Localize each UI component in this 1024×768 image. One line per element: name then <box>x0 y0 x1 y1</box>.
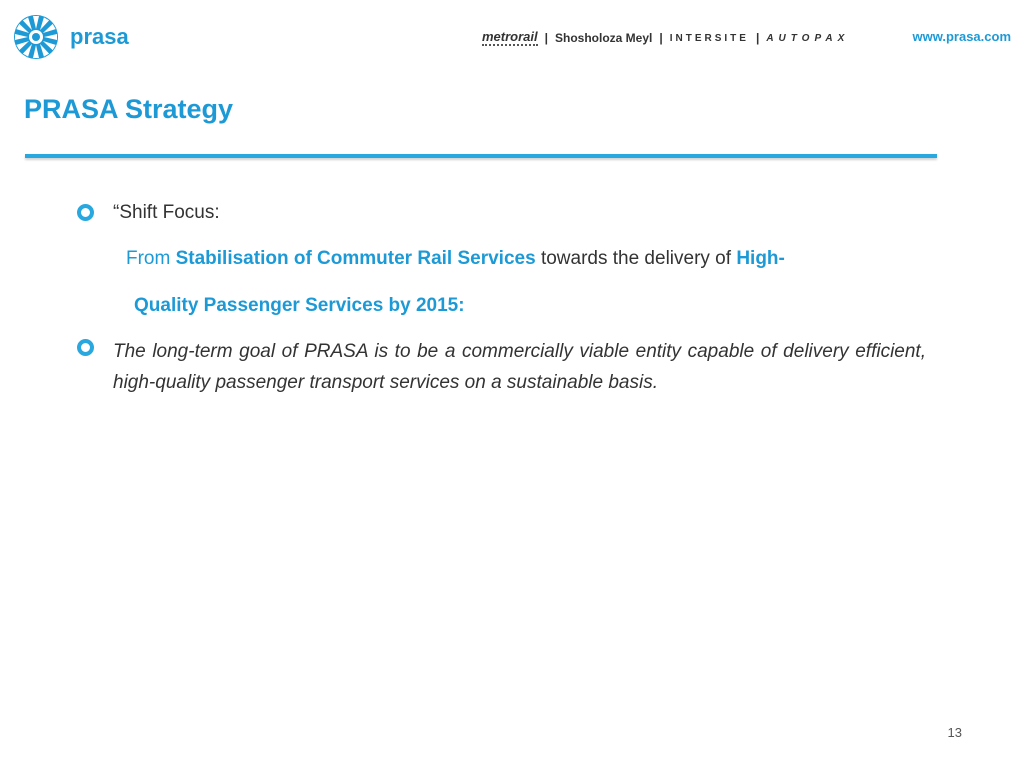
from-word: From <box>126 248 171 269</box>
brand-shosholoza-meyl: Shosholoza Meyl <box>555 31 653 45</box>
from-highlight: Stabilisation of Commuter Rail Services <box>175 248 536 269</box>
title-divider <box>25 154 937 158</box>
slide-title: PRASA Strategy <box>24 94 234 124</box>
prasa-sunburst-icon <box>12 13 60 61</box>
logo-wordmark: prasa <box>70 24 129 49</box>
bullet-long-term-goal: The long-term goal of PRASA is to be a commercially viable entity capable of delivery efficient, high-quality passenger transport services on a sustainable basis. <box>113 341 926 393</box>
prasa-logo <box>12 12 129 62</box>
bullet-ring-icon <box>77 204 94 221</box>
shift-focus-from-line <box>126 248 926 270</box>
brand-metrorail: metrorail <box>482 29 538 44</box>
brand-autopax: AUTOPAX <box>766 32 850 44</box>
brand-intersite: INTERSITE <box>669 32 749 44</box>
brand-separator: | <box>755 31 760 45</box>
page-number: 13 <box>947 725 962 740</box>
website-link[interactable]: www.prasa.com <box>912 29 1011 44</box>
brand-bar <box>482 28 849 48</box>
to-highlight-end: Quality Passenger Services by 2015: <box>134 295 465 316</box>
brand-separator: | <box>659 31 663 45</box>
to-highlight-start: High- <box>736 248 785 269</box>
bullet-shift-focus: “Shift Focus: <box>113 202 220 223</box>
brand-separator: | <box>544 31 548 45</box>
towards-text: towards the delivery of <box>540 248 732 269</box>
bullet-ring-icon <box>77 339 94 356</box>
